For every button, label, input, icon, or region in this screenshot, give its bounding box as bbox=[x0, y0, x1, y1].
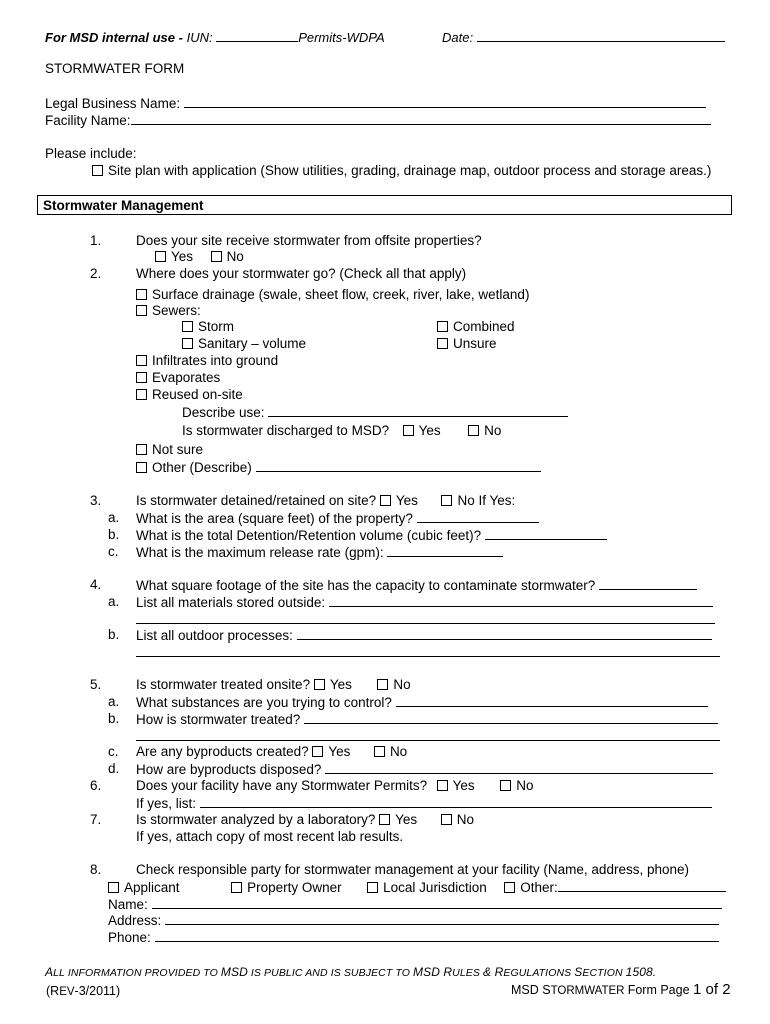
q5b-field-line2[interactable] bbox=[136, 728, 720, 741]
q8-owner-checkbox[interactable] bbox=[231, 882, 242, 893]
q5b-field[interactable] bbox=[304, 711, 718, 724]
q3a-row bbox=[136, 510, 539, 527]
q5d-row bbox=[136, 761, 713, 778]
page-of: of bbox=[701, 981, 723, 998]
q3-yes-checkbox[interactable] bbox=[380, 495, 391, 506]
q5-yes-checkbox[interactable] bbox=[314, 679, 325, 690]
q4-number: 4. bbox=[90, 577, 102, 592]
q4-field[interactable] bbox=[599, 577, 697, 590]
q2-number: 2. bbox=[90, 266, 102, 281]
q5b-label: b. bbox=[108, 711, 120, 726]
q3b-label: b. bbox=[108, 527, 120, 542]
q2-not-sure-checkbox[interactable] bbox=[136, 444, 147, 455]
q2-surface-label: Surface drainage (swale, sheet flow, creek, river, lake, wetland) bbox=[152, 287, 530, 302]
q5c-row bbox=[136, 744, 407, 760]
rev-b: EV bbox=[59, 986, 75, 998]
q6-no-checkbox[interactable] bbox=[500, 780, 511, 791]
site-plan-label: Site plan with application (Show utilities, grading, drainage map, outdoor process and storage areas.) bbox=[108, 163, 712, 178]
q2-combined-checkbox[interactable] bbox=[437, 321, 448, 332]
q2-sewers-row bbox=[136, 303, 201, 319]
q8-name-row bbox=[108, 896, 722, 913]
form-a: MSD S bbox=[511, 983, 551, 997]
q8-name-label: Name: bbox=[108, 897, 148, 912]
q1-yes-checkbox[interactable] bbox=[155, 251, 166, 262]
q1-number: 1. bbox=[90, 233, 102, 248]
q5c-no-label: No bbox=[389, 744, 408, 759]
footer-notice bbox=[45, 964, 656, 981]
q2-other-label: Other (Describe) bbox=[152, 460, 252, 475]
q5c-text: Are any byproducts created? bbox=[136, 744, 309, 759]
legal-business-name-field[interactable] bbox=[184, 95, 706, 108]
q3-no-label: No If Yes: bbox=[457, 493, 516, 508]
facility-name-label: Facility Name: bbox=[45, 113, 131, 128]
q2-storm-row bbox=[182, 319, 234, 335]
q5a-field[interactable] bbox=[396, 694, 708, 707]
iun-label: IUN: bbox=[186, 30, 213, 45]
q8-local-label: Local Jurisdiction bbox=[383, 880, 487, 895]
q2-unsure-label: Unsure bbox=[453, 336, 497, 351]
q5c-label: c. bbox=[108, 744, 119, 759]
notice-g: & R bbox=[483, 965, 504, 979]
q2-surface-checkbox[interactable] bbox=[136, 289, 147, 300]
q7-no-label: No bbox=[456, 812, 474, 827]
notice-i: S bbox=[574, 965, 583, 979]
q8-other-field[interactable] bbox=[558, 879, 726, 892]
q2-unsure-row bbox=[437, 336, 497, 352]
q8-local-checkbox[interactable] bbox=[367, 882, 378, 893]
q2-storm-label: Storm bbox=[198, 319, 235, 334]
q3-yes-label: Yes bbox=[395, 493, 418, 508]
q7-text: Is stormwater analyzed by a laboratory? bbox=[136, 812, 376, 827]
q8-number: 8. bbox=[90, 862, 102, 877]
form-title: STORMWATER FORM bbox=[45, 61, 185, 76]
q2-evaporates-row bbox=[136, 370, 220, 386]
notice-e: MSD R bbox=[413, 965, 453, 979]
q2-other-checkbox[interactable] bbox=[136, 462, 147, 473]
site-plan-checkbox[interactable] bbox=[92, 165, 103, 176]
q6-row bbox=[136, 778, 533, 794]
q2-discharged-yes-checkbox[interactable] bbox=[403, 425, 414, 436]
q1-text: Does your site receive stormwater from offsite properties? bbox=[136, 233, 482, 248]
q5-text: Is stormwater treated onsite? bbox=[136, 677, 311, 692]
q5-number: 5. bbox=[90, 677, 102, 692]
q2-sanitary-row bbox=[182, 336, 306, 352]
q1-yes-label: Yes bbox=[171, 249, 194, 264]
q2-infiltrates-label: Infiltrates into ground bbox=[152, 353, 279, 368]
q5-no-label: No bbox=[393, 677, 411, 692]
q2-discharged-label: Is stormwater discharged to MSD? bbox=[182, 423, 390, 438]
date-label: Date: bbox=[442, 30, 474, 45]
q3b-field[interactable] bbox=[485, 527, 607, 540]
q4a-row bbox=[136, 594, 713, 611]
q3b-text: What is the total Detention/Retention volume (cubic feet)? bbox=[136, 528, 482, 543]
q2-reused-label: Reused on-site bbox=[152, 387, 243, 402]
q4a-field-line2[interactable] bbox=[136, 611, 715, 624]
q7-number: 7. bbox=[90, 812, 102, 827]
q2-sanitary-checkbox[interactable] bbox=[182, 338, 193, 349]
legal-business-name-row bbox=[45, 95, 706, 112]
form-b: TORMWATER bbox=[550, 985, 628, 997]
q7-attach-note: If yes, attach copy of most recent lab results. bbox=[136, 829, 404, 844]
notice-f: ULES bbox=[452, 967, 484, 979]
q3-no-checkbox[interactable] bbox=[441, 495, 452, 506]
q8-phone-row bbox=[108, 929, 719, 946]
q3a-field[interactable] bbox=[417, 510, 539, 523]
q8-other-checkbox[interactable] bbox=[504, 882, 515, 893]
site-plan-row bbox=[92, 163, 711, 179]
q5a-row bbox=[136, 694, 708, 711]
rev-c: -3/2011) bbox=[74, 984, 121, 998]
q8-address-row bbox=[108, 912, 719, 929]
q3a-label: a. bbox=[108, 510, 120, 525]
q2-infiltrates-row bbox=[136, 353, 278, 369]
q2-not-sure-row bbox=[136, 442, 203, 458]
q5c-yes-label: Yes bbox=[328, 744, 351, 759]
q3-text: Is stormwater detained/retained on site? bbox=[136, 493, 377, 508]
please-include-label: Please include: bbox=[45, 146, 137, 161]
q2-describe-use-label: Describe use: bbox=[182, 405, 265, 420]
q2-reused-checkbox[interactable] bbox=[136, 389, 147, 400]
q3c-label: c. bbox=[108, 544, 119, 559]
q2-sewers-checkbox[interactable] bbox=[136, 305, 147, 316]
q4a-text: List all materials stored outside: bbox=[136, 595, 326, 610]
q5c-yes-checkbox[interactable] bbox=[312, 746, 323, 757]
form-c: Form Page bbox=[627, 983, 693, 997]
footer-page bbox=[511, 982, 731, 999]
q2-surface-row bbox=[136, 287, 529, 303]
footer-revision bbox=[46, 983, 120, 1000]
q3b-row bbox=[136, 527, 607, 544]
q7-yes-checkbox[interactable] bbox=[379, 814, 390, 825]
q2-discharged-no-label: No bbox=[484, 423, 502, 438]
notice-a: A bbox=[45, 965, 54, 979]
q1-no-label: No bbox=[226, 249, 244, 264]
q2-infiltrates-checkbox[interactable] bbox=[136, 355, 147, 366]
q2-describe-use-field[interactable] bbox=[268, 404, 568, 417]
q8-phone-label: Phone: bbox=[108, 930, 151, 945]
q4b-field[interactable] bbox=[297, 627, 712, 640]
notice-k: 1508. bbox=[625, 965, 657, 979]
q2-reused-row bbox=[136, 387, 243, 403]
notice-b: LL INFORMATION PROVIDED TO bbox=[53, 967, 221, 979]
q3a-text: What is the area (square feet) of the property? bbox=[136, 511, 413, 526]
q2-combined-row bbox=[437, 319, 515, 335]
q7-row bbox=[136, 812, 474, 828]
q6-yes-label: Yes bbox=[452, 778, 475, 793]
notice-h: EGULATIONS bbox=[503, 967, 575, 979]
q4a-label: a. bbox=[108, 594, 120, 609]
q2-unsure-checkbox[interactable] bbox=[437, 338, 448, 349]
q3-row bbox=[136, 493, 515, 509]
q6-no-label: No bbox=[516, 778, 534, 793]
q6-if-yes-label: If yes, list: bbox=[136, 796, 197, 811]
facility-name-row bbox=[45, 112, 711, 129]
iun-field[interactable] bbox=[216, 29, 298, 42]
q5d-text: How are byproducts disposed? bbox=[136, 762, 322, 777]
q6-number: 6. bbox=[90, 778, 102, 793]
internal-use-label: For MSD internal use - bbox=[45, 30, 187, 45]
q4b-row bbox=[136, 627, 712, 644]
q3c-text: What is the maximum release rate (gpm): bbox=[136, 545, 384, 560]
q2-describe-use-row bbox=[182, 404, 568, 421]
q8-name-field[interactable] bbox=[152, 896, 722, 909]
q4-text: What square footage of the site has the capacity to contaminate stormwater? bbox=[136, 578, 596, 593]
facility-name-field[interactable] bbox=[131, 112, 711, 125]
q8-owner-label: Property Owner bbox=[247, 880, 342, 895]
q5a-label: a. bbox=[108, 694, 120, 709]
q6-yes-checkbox[interactable] bbox=[437, 780, 448, 791]
q2-discharged-row bbox=[182, 423, 501, 439]
q5c-no-checkbox[interactable] bbox=[374, 746, 385, 757]
date-field[interactable] bbox=[477, 29, 725, 42]
q5b-row bbox=[136, 711, 718, 728]
q2-not-sure-label: Not sure bbox=[152, 442, 204, 457]
q5a-text: What substances are you trying to control? bbox=[136, 695, 392, 710]
page-number: 1 bbox=[693, 981, 702, 998]
notice-c: MSD bbox=[220, 965, 248, 979]
q8-other-label: Other: bbox=[520, 880, 558, 895]
q6-if-yes-field[interactable] bbox=[200, 795, 712, 808]
q4b-label: b. bbox=[108, 627, 120, 642]
q2-evaporates-checkbox[interactable] bbox=[136, 372, 147, 383]
q2-sewers-label: Sewers: bbox=[152, 303, 201, 318]
q7-no-checkbox[interactable] bbox=[441, 814, 452, 825]
q2-sanitary-label: Sanitary – volume bbox=[198, 336, 307, 351]
q1-no-checkbox[interactable] bbox=[211, 251, 222, 262]
q8-options-row bbox=[108, 879, 726, 896]
q4b-field-line2[interactable] bbox=[136, 644, 720, 657]
notice-j: ECTION bbox=[582, 967, 626, 979]
q1-options bbox=[155, 249, 244, 265]
q8-address-label: Address: bbox=[108, 913, 162, 928]
q6-if-yes-row bbox=[136, 795, 712, 812]
q4-row bbox=[136, 577, 697, 594]
q8-applicant-checkbox[interactable] bbox=[108, 882, 119, 893]
rev-a: (R bbox=[46, 984, 60, 998]
q3-number: 3. bbox=[90, 493, 102, 508]
permits-label: Permits-WDPA bbox=[298, 30, 385, 45]
q2-discharged-no-checkbox[interactable] bbox=[468, 425, 479, 436]
q5-yes-label: Yes bbox=[329, 677, 352, 692]
section-title: Stormwater Management bbox=[43, 198, 204, 213]
q4b-text: List all outdoor processes: bbox=[136, 628, 293, 643]
q2-text: Where does your stormwater go? (Check all that apply) bbox=[136, 266, 467, 281]
page-total: 2 bbox=[722, 981, 731, 998]
q6-text: Does your facility have any Stormwater Permits? bbox=[136, 778, 428, 793]
q8-address-field[interactable] bbox=[165, 912, 719, 925]
q5-no-checkbox[interactable] bbox=[377, 679, 388, 690]
q3c-field[interactable] bbox=[387, 544, 503, 557]
q2-discharged-yes-label: Yes bbox=[418, 423, 441, 438]
legal-business-name-label: Legal Business Name: bbox=[45, 96, 181, 111]
q3c-row bbox=[136, 544, 503, 561]
q8-text: Check responsible party for stormwater management at your facility (Name, address, phone) bbox=[136, 862, 689, 877]
q8-applicant-label: Applicant bbox=[124, 880, 180, 895]
q2-storm-checkbox[interactable] bbox=[182, 321, 193, 332]
q5d-label: d. bbox=[108, 761, 120, 776]
q5-row bbox=[136, 677, 411, 693]
q7-yes-label: Yes bbox=[395, 812, 418, 827]
q2-combined-label: Combined bbox=[453, 319, 515, 334]
q8-phone-field[interactable] bbox=[155, 929, 719, 942]
date-header bbox=[442, 29, 725, 46]
q2-evaporates-label: Evaporates bbox=[152, 370, 221, 385]
q2-other-row bbox=[136, 459, 541, 476]
q5b-text: How is stormwater treated? bbox=[136, 712, 301, 727]
q4a-field[interactable] bbox=[329, 594, 713, 607]
q5d-field[interactable] bbox=[325, 761, 713, 774]
notice-d: IS PUBLIC AND IS SUBJECT TO bbox=[247, 967, 413, 979]
internal-use-header bbox=[45, 29, 385, 46]
q2-other-field[interactable] bbox=[256, 459, 541, 472]
